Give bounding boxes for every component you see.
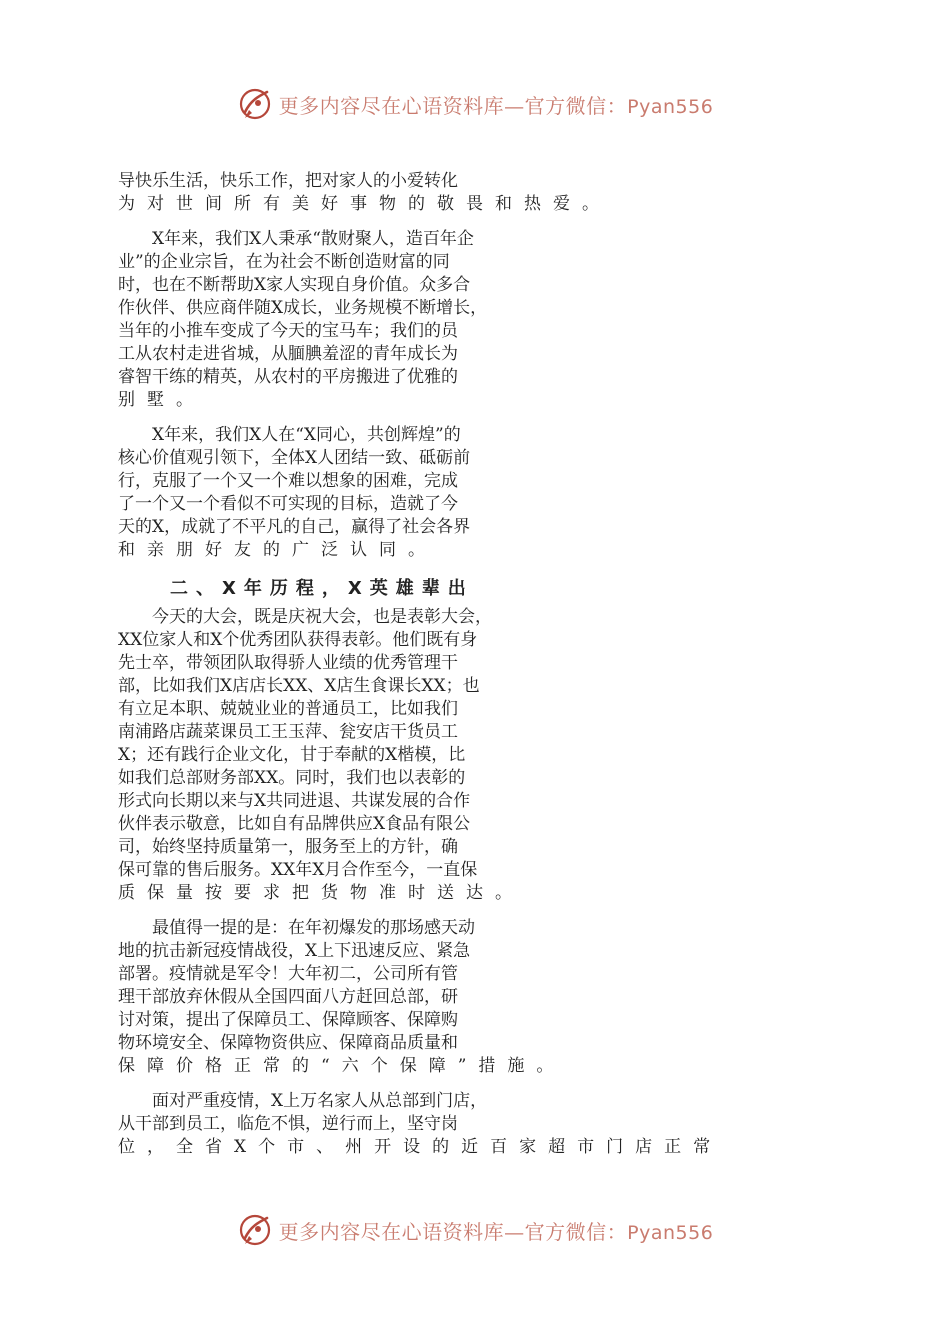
paragraph <box>118 424 810 562</box>
paragraph <box>118 228 810 412</box>
text-line: 先士卒，带领团队取得骄人业绩的优秀管理干 <box>118 653 458 673</box>
text-line: X；还有践行企业文化，甘于奉献的X楷模，比 <box>118 745 466 765</box>
text-line: 行，克服了一个又一个难以想象的困难，完成 <box>118 471 458 491</box>
text-line: 了一个又一个看似不可实现的目标，造就了今 <box>118 494 458 514</box>
text-line: 工从农村走进省城，从腼腆羞涩的青年成长为 <box>118 344 458 364</box>
text-line: XX位家人和X个优秀团队获得表彰。他们既有身 <box>118 630 478 650</box>
text-line: 如我们总部财务部XX。同时，我们也以表彰的 <box>118 768 466 788</box>
text-line: 保障价格正常的“六个保障”措施。 <box>118 1056 566 1076</box>
pen-swirl-logo-icon <box>237 1212 273 1248</box>
banner-text <box>279 90 714 119</box>
pen-swirl-logo-icon <box>237 86 273 122</box>
text-line: 时，也在不断帮助X家人实现自身价值。众多合 <box>118 275 471 295</box>
text-line: X年来，我们X人秉承“散财聚人，造百年企 <box>118 229 474 249</box>
banner-text <box>279 1216 714 1245</box>
banner-wechat-id: Pyan556 <box>627 1221 714 1244</box>
text-line: 理干部放弃休假从全国四面八方赶回总部，研 <box>118 987 458 1007</box>
text-line: 核心价值观引领下，全体X人团结一致、砥砺前 <box>118 448 471 468</box>
banner-wechat-id: Pyan556 <box>627 95 714 118</box>
text-line: 最值得一提的是：在年初爆发的那场感天动 <box>118 918 475 938</box>
text-line: 南浦路店蔬菜课员工王玉萍、瓮安店干货员工 <box>118 722 458 742</box>
header-banner <box>0 82 950 126</box>
banner-text-cn: 更多内容尽在心语资料库—官方微信： <box>278 93 628 118</box>
text-line: X年来，我们X人在“X同心，共创辉煌”的 <box>118 425 461 445</box>
text-line: 导快乐生活，快乐工作，把对家人的小爱转化 <box>118 171 458 191</box>
text-line: 形式向长期以来与X共同进退、共谋发展的合作 <box>118 791 471 811</box>
document-body <box>118 170 810 1171</box>
text-line: 业”的企业宗旨，在为社会不断创造财富的同 <box>118 252 450 272</box>
text-line: 位，全省X个市、州开设的近百家超市门店正常 <box>118 1137 723 1157</box>
banner-text-cn: 更多内容尽在心语资料库—官方微信： <box>278 1219 628 1244</box>
text-line: 有立足本职、兢兢业业的普通员工，比如我们 <box>118 699 458 719</box>
text-line: 伙伴表示敬意，比如自有品牌供应X食品有限公 <box>118 814 471 834</box>
text-line: 面对严重疫情，X上万名家人从总部到门店， <box>118 1091 488 1111</box>
footer-banner <box>0 1208 950 1252</box>
text-line: 部，比如我们X店店长XX、X店生食课长XX；也 <box>118 676 480 696</box>
text-line: 当年的小推车变成了今天的宝马车；我们的员 <box>118 321 458 341</box>
text-line: 从干部到员工，临危不惧，逆行而上，坚守岗 <box>118 1114 458 1134</box>
section-heading: 二、X年历程，X英雄辈出 <box>170 578 474 599</box>
text-line: 天的X，成就了不平凡的自己，赢得了社会各界 <box>118 517 471 537</box>
text-line: 别墅。 <box>118 390 205 410</box>
paragraph <box>118 170 810 216</box>
text-line: 和亲朋好友的广泛认同。 <box>118 540 437 560</box>
text-line: 地的抗击新冠疫情战役，X上下迅速反应、紧急 <box>118 941 471 961</box>
text-line: 部署。疫情就是军令！大年初二，公司所有管 <box>118 964 458 984</box>
text-line: 为对世间所有美好事物的敬畏和热爱。 <box>118 194 611 214</box>
paragraph <box>118 606 810 905</box>
text-line: 今天的大会，既是庆祝大会，也是表彰大会， <box>118 607 492 627</box>
paragraph <box>118 1090 810 1159</box>
text-line: 作伙伴、供应商伴随X成长，业务规模不断增长， <box>118 298 488 318</box>
text-line: 保可靠的售后服务。XX年X月合作至今，一直保 <box>118 860 478 880</box>
paragraph <box>118 917 810 1078</box>
text-line: 司，始终坚持质量第一，服务至上的方针，确 <box>118 837 458 857</box>
text-line: 质保量按要求把货物准时送达。 <box>118 883 524 903</box>
text-line: 讨对策，提出了保障员工、保障顾客、保障购 <box>118 1010 458 1030</box>
text-line: 睿智干练的精英，从农村的平房搬进了优雅的 <box>118 367 458 387</box>
text-line: 物环境安全、保障物资供应、保障商品质量和 <box>118 1033 458 1053</box>
